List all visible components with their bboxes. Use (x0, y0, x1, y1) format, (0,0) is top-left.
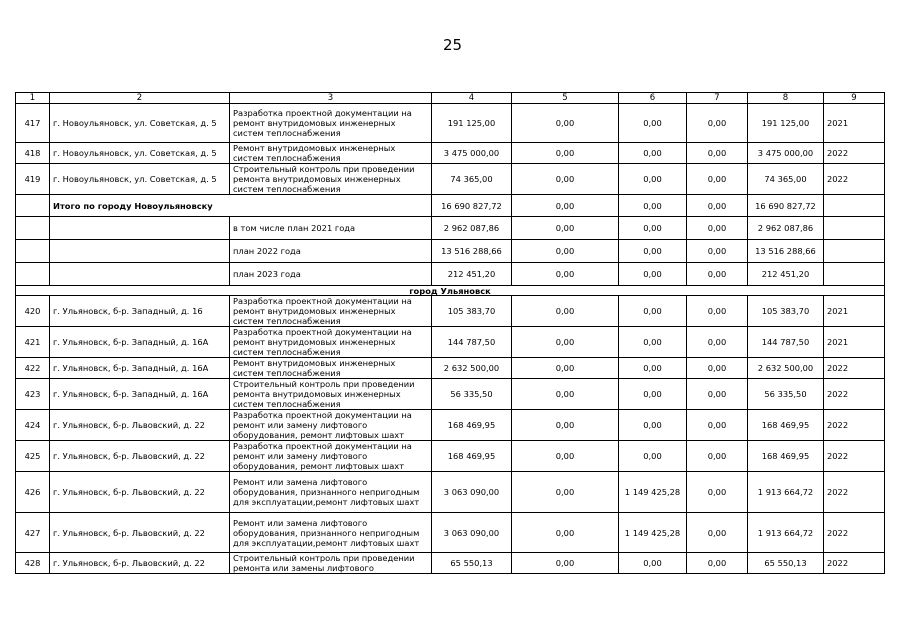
table-row (16, 358, 885, 379)
work-type-cell: Строительный контроль при проведении ремонта внутридомовых инженерных систем теплоснабжения (230, 164, 432, 195)
owner-funds-cell: 0,00 (619, 379, 687, 410)
total-cost-cell: 144 787,50 (432, 327, 512, 358)
row-number-cell: 422 (16, 358, 50, 379)
other-funds-cell: 0,00 (687, 143, 748, 164)
address-cell: г. Новоульяновск, ул. Советская, д. 5 (50, 143, 230, 164)
empty-cell (50, 263, 230, 286)
table-row (16, 327, 885, 358)
summary-label-cell: в том числе план 2021 года (230, 217, 432, 240)
table-row (16, 513, 885, 553)
work-type-cell: Ремонт внутридомовых инженерных систем теплоснабжения (230, 143, 432, 164)
work-type-cell: Строительный контроль при проведении ремонта внутридомовых инженерных систем теплоснабжения (230, 379, 432, 410)
owner-funds-cell: 1 149 425,28 (619, 513, 687, 553)
other-funds-cell: 0,00 (687, 358, 748, 379)
header-cell: 7 (687, 93, 748, 104)
empty-cell (16, 195, 50, 217)
fund-cell: 0,00 (512, 379, 619, 410)
other-funds-cell: 0,00 (687, 296, 748, 327)
table-row (16, 472, 885, 513)
owner-funds-cell: 1 149 425,28 (619, 472, 687, 513)
year-cell: 2022 (824, 513, 885, 553)
fund-cell: 0,00 (512, 104, 619, 143)
other-funds-cell: 0,00 (687, 513, 748, 553)
total-cost-cell: 16 690 827,72 (432, 195, 512, 217)
other-funds-cell: 0,00 (687, 195, 748, 217)
work-type-cell: Ремонт внутридомовых инженерных систем теплоснабжения (230, 358, 432, 379)
empty-cell (16, 217, 50, 240)
fund-cell: 0,00 (512, 263, 619, 286)
other-funds-cell: 0,00 (687, 263, 748, 286)
owner-funds-cell: 0,00 (619, 164, 687, 195)
other-funds-cell: 0,00 (687, 217, 748, 240)
table-row (16, 143, 885, 164)
empty-cell (824, 217, 885, 240)
fund-cell: 0,00 (512, 410, 619, 441)
subtotal-row (16, 217, 885, 240)
regional-funds-cell: 168 469,95 (748, 441, 824, 472)
table-row (16, 441, 885, 472)
owner-funds-cell: 0,00 (619, 296, 687, 327)
address-cell: г. Ульяновск, б-р. Львовский, д. 22 (50, 410, 230, 441)
address-cell: г. Новоульяновск, ул. Советская, д. 5 (50, 164, 230, 195)
other-funds-cell: 0,00 (687, 379, 748, 410)
regional-funds-cell: 144 787,50 (748, 327, 824, 358)
year-cell: 2022 (824, 379, 885, 410)
fund-cell: 0,00 (512, 164, 619, 195)
total-cost-cell: 74 365,00 (432, 164, 512, 195)
empty-cell (50, 217, 230, 240)
column-number-row (16, 93, 885, 104)
total-cost-cell: 13 516 288,66 (432, 240, 512, 263)
section-header-row (16, 286, 885, 296)
row-number-cell: 417 (16, 104, 50, 143)
regional-funds-cell: 74 365,00 (748, 164, 824, 195)
address-cell: г. Ульяновск, б-р. Львовский, д. 22 (50, 553, 230, 574)
other-funds-cell: 0,00 (687, 164, 748, 195)
regional-funds-cell: 3 475 000,00 (748, 143, 824, 164)
work-type-cell: Разработка проектной документации на ремонт или замену лифтового оборудования, ремонт лифтовых шахт (230, 410, 432, 441)
row-number-cell: 425 (16, 441, 50, 472)
year-cell: 2021 (824, 327, 885, 358)
header-cell: 6 (619, 93, 687, 104)
other-funds-cell: 0,00 (687, 104, 748, 143)
regional-funds-cell: 2 632 500,00 (748, 358, 824, 379)
other-funds-cell: 0,00 (687, 441, 748, 472)
summary-label-cell: план 2023 года (230, 263, 432, 286)
year-cell: 2022 (824, 410, 885, 441)
row-number-cell: 421 (16, 327, 50, 358)
fund-cell: 0,00 (512, 358, 619, 379)
regional-funds-cell: 13 516 288,66 (748, 240, 824, 263)
owner-funds-cell: 0,00 (619, 195, 687, 217)
fund-cell: 0,00 (512, 240, 619, 263)
year-cell: 2022 (824, 358, 885, 379)
owner-funds-cell: 0,00 (619, 358, 687, 379)
address-cell: г. Ульяновск, б-р. Львовский, д. 22 (50, 472, 230, 513)
year-cell: 2022 (824, 472, 885, 513)
address-cell: г. Ульяновск, б-р. Западный, д. 16А (50, 327, 230, 358)
table-row (16, 164, 885, 195)
empty-cell (50, 240, 230, 263)
regional-funds-cell: 2 962 087,86 (748, 217, 824, 240)
address-cell: г. Ульяновск, б-р. Львовский, д. 22 (50, 513, 230, 553)
row-number-cell: 423 (16, 379, 50, 410)
year-cell: 2022 (824, 164, 885, 195)
regional-funds-cell: 56 335,50 (748, 379, 824, 410)
empty-cell (824, 240, 885, 263)
owner-funds-cell: 0,00 (619, 104, 687, 143)
address-cell: г. Ульяновск, б-р. Львовский, д. 22 (50, 441, 230, 472)
fund-cell: 0,00 (512, 327, 619, 358)
header-cell: 4 (432, 93, 512, 104)
work-type-cell: Разработка проектной документации на ремонт внутридомовых инженерных систем теплоснабжения (230, 104, 432, 143)
fund-cell: 0,00 (512, 143, 619, 164)
work-type-cell: Разработка проектной документации на ремонт внутридомовых инженерных систем теплоснабжения (230, 327, 432, 358)
year-cell: 2022 (824, 143, 885, 164)
work-type-cell: Разработка проектной документации на ремонт внутридомовых инженерных систем теплоснабжения (230, 296, 432, 327)
summary-label-cell: план 2022 года (230, 240, 432, 263)
fund-cell: 0,00 (512, 553, 619, 574)
empty-cell (824, 263, 885, 286)
work-type-cell: Ремонт или замена лифтового оборудования, признанного непригодным для эксплуатации,ремонт лифтовых шахт (230, 513, 432, 553)
other-funds-cell: 0,00 (687, 553, 748, 574)
owner-funds-cell: 0,00 (619, 217, 687, 240)
fund-cell: 0,00 (512, 296, 619, 327)
total-cost-cell: 191 125,00 (432, 104, 512, 143)
work-type-cell: Разработка проектной документации на ремонт или замену лифтового оборудования, ремонт лифтовых шахт (230, 441, 432, 472)
total-cost-cell: 105 383,70 (432, 296, 512, 327)
empty-cell (824, 195, 885, 217)
row-number-cell: 428 (16, 553, 50, 574)
other-funds-cell: 0,00 (687, 472, 748, 513)
address-cell: г. Ульяновск, б-р. Западный, д. 16А (50, 379, 230, 410)
fund-cell: 0,00 (512, 441, 619, 472)
header-cell: 5 (512, 93, 619, 104)
header-cell: 1 (16, 93, 50, 104)
address-cell: г. Ульяновск, б-р. Западный, д. 16 (50, 296, 230, 327)
row-number-cell: 419 (16, 164, 50, 195)
owner-funds-cell: 0,00 (619, 553, 687, 574)
section-title: город Ульяновск (16, 286, 885, 296)
row-number-cell: 426 (16, 472, 50, 513)
work-type-cell: Ремонт или замена лифтового оборудования, признанного непригодным для эксплуатации,ремонт лифтовых шахт (230, 472, 432, 513)
address-cell: г. Новоульяновск, ул. Советская, д. 5 (50, 104, 230, 143)
year-cell: 2021 (824, 104, 885, 143)
row-number-cell: 424 (16, 410, 50, 441)
total-cost-cell: 65 550,13 (432, 553, 512, 574)
work-type-cell: Строительный контроль при проведении ремонта или замены лифтового (230, 553, 432, 574)
row-number-cell: 418 (16, 143, 50, 164)
subtotal-row (16, 263, 885, 286)
other-funds-cell: 0,00 (687, 327, 748, 358)
total-cost-cell: 2 962 087,86 (432, 217, 512, 240)
total-row (16, 195, 885, 217)
owner-funds-cell: 0,00 (619, 263, 687, 286)
fund-cell: 0,00 (512, 217, 619, 240)
header-cell: 3 (230, 93, 432, 104)
repair-plan-table (15, 92, 885, 574)
other-funds-cell: 0,00 (687, 410, 748, 441)
total-cost-cell: 3 063 090,00 (432, 513, 512, 553)
regional-funds-cell: 212 451,20 (748, 263, 824, 286)
regional-funds-cell: 1 913 664,72 (748, 513, 824, 553)
header-cell: 9 (824, 93, 885, 104)
total-cost-cell: 3 063 090,00 (432, 472, 512, 513)
regional-funds-cell: 191 125,00 (748, 104, 824, 143)
total-cost-cell: 168 469,95 (432, 410, 512, 441)
table-row (16, 553, 885, 574)
empty-cell (16, 263, 50, 286)
fund-cell: 0,00 (512, 195, 619, 217)
regional-funds-cell: 105 383,70 (748, 296, 824, 327)
address-cell: г. Ульяновск, б-р. Западный, д. 16А (50, 358, 230, 379)
owner-funds-cell: 0,00 (619, 143, 687, 164)
regional-funds-cell: 168 469,95 (748, 410, 824, 441)
subtotal-row (16, 240, 885, 263)
page-number: 25 (442, 36, 463, 54)
year-cell: 2022 (824, 553, 885, 574)
row-number-cell: 427 (16, 513, 50, 553)
total-cost-cell: 2 632 500,00 (432, 358, 512, 379)
header-cell: 2 (50, 93, 230, 104)
empty-cell (16, 240, 50, 263)
owner-funds-cell: 0,00 (619, 441, 687, 472)
owner-funds-cell: 0,00 (619, 327, 687, 358)
row-number-cell: 420 (16, 296, 50, 327)
regional-funds-cell: 65 550,13 (748, 553, 824, 574)
regional-funds-cell: 1 913 664,72 (748, 472, 824, 513)
fund-cell: 0,00 (512, 513, 619, 553)
owner-funds-cell: 0,00 (619, 240, 687, 263)
fund-cell: 0,00 (512, 472, 619, 513)
summary-label-cell: Итого по городу Новоульяновску (50, 195, 432, 217)
total-cost-cell: 56 335,50 (432, 379, 512, 410)
table-row (16, 296, 885, 327)
year-cell: 2021 (824, 296, 885, 327)
header-cell: 8 (748, 93, 824, 104)
total-cost-cell: 212 451,20 (432, 263, 512, 286)
total-cost-cell: 168 469,95 (432, 441, 512, 472)
regional-funds-cell: 16 690 827,72 (748, 195, 824, 217)
table-row (16, 410, 885, 441)
owner-funds-cell: 0,00 (619, 410, 687, 441)
total-cost-cell: 3 475 000,00 (432, 143, 512, 164)
year-cell: 2022 (824, 441, 885, 472)
table-row (16, 104, 885, 143)
table-row (16, 379, 885, 410)
other-funds-cell: 0,00 (687, 240, 748, 263)
